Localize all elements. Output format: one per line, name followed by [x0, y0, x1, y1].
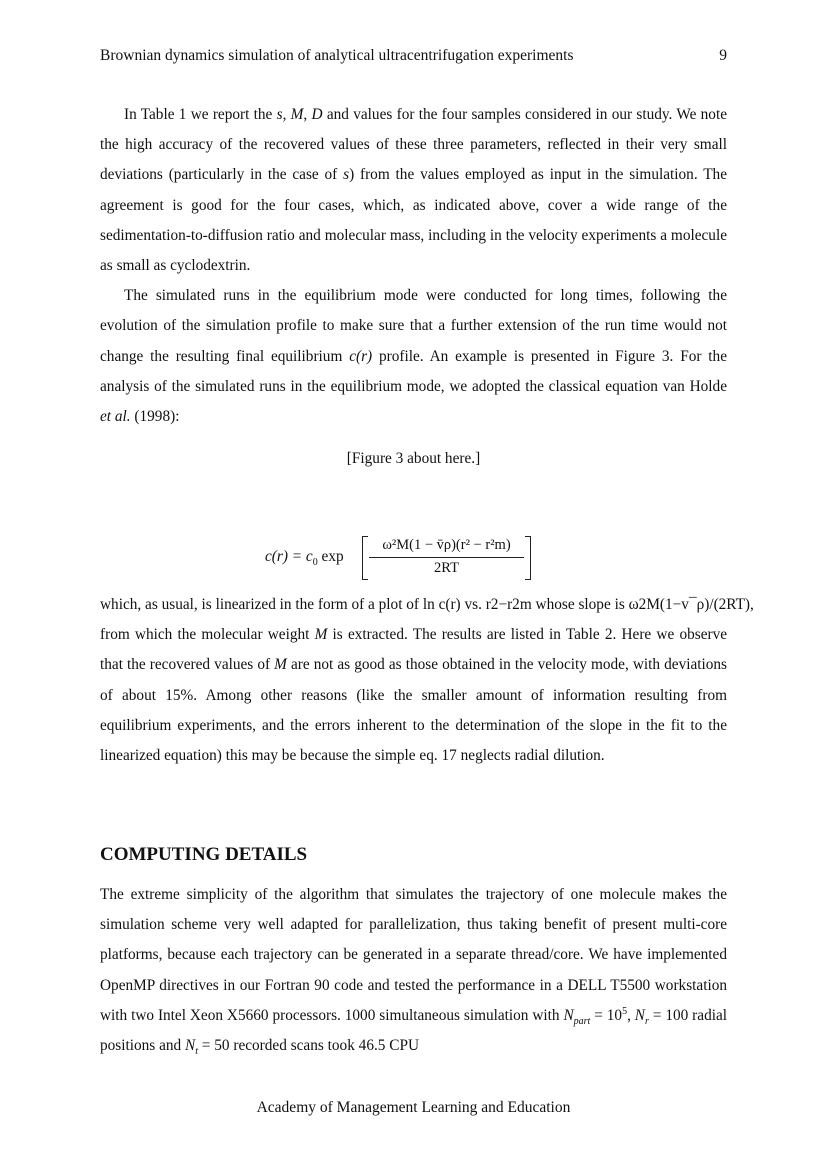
symbol-N: N	[184, 1037, 196, 1055]
paragraph-2	[100, 281, 727, 432]
symbol-N: N	[563, 1006, 574, 1024]
equation-numerator: ω²M(1 − v̄ρ)(r² − r²m)	[382, 537, 511, 553]
symbol-cr: c(r)	[349, 347, 373, 365]
citation-etal: et al.	[100, 408, 131, 426]
text-run: and values for the four samples considered in our study. We note the high accuracy of the recovered values of these three parameters, reflected in their very small deviations (particularly in the case of	[100, 106, 727, 184]
text-run: ,	[303, 106, 312, 123]
subscript-part: part	[573, 1015, 591, 1027]
symbol-M: M	[290, 106, 304, 123]
figure-placeholder: [Figure 3 about here.]	[346, 450, 481, 467]
running-header	[100, 47, 727, 65]
body-text	[100, 100, 727, 432]
text-run: profile. An example is presented in Figure 3. For the analysis of the simulated runs in the equilibrium mode, we adopted the classical equation van Holde	[100, 347, 727, 395]
text-run: (1998):	[130, 408, 180, 426]
equation-denominator: 2RT	[434, 560, 459, 576]
text-run: The simulated runs in the equilibrium mode were conducted for long times, following the evolution of the simulation profile to make sure that a further extension of the run time would not change the resulting final equilibrium	[100, 287, 727, 365]
symbol-D: D	[311, 106, 323, 123]
text-run: The extreme simplicity of the algorithm that simulates the trajectory of one molecule makes the simulation scheme very well adapted for parallelization, thus taking benefit of present multi-core platforms, because each trajectory can be generated in a separate thread/core. We have implemented OpenMP directives in our Fortran 90 code and tested the performance in a DELL T5500 workstation with two Intel Xeon X5660 processors. 1000 simultaneous simulation with	[100, 886, 727, 1024]
text-run: from which the molecular weight	[100, 626, 315, 644]
text-run: In Table 1 we report the	[124, 106, 277, 123]
header-title: Brownian dynamics simulation of analytical ultracentrifugation experiments	[100, 47, 574, 64]
paragraph-3-rest	[100, 620, 727, 771]
symbol-M: M	[314, 626, 328, 644]
paragraph-3	[100, 590, 754, 771]
equation-lhs-text: c(r) = c	[265, 548, 313, 565]
equation-exp: exp	[317, 548, 344, 565]
running-footer: Academy of Management Learning and Education	[256, 1099, 571, 1116]
text-run: is extracted. The results are listed in Table 2. Here we observe that the recovered values of	[100, 626, 728, 674]
subscript-t: t	[195, 1046, 198, 1058]
text-run: = 50 recorded scans took 46.5 CPU	[197, 1037, 420, 1055]
symbol-s: s	[343, 166, 350, 184]
page-number: 9	[719, 47, 727, 64]
computing-details-text	[100, 880, 727, 1061]
symbol-N: N	[634, 1006, 645, 1024]
paragraph-3-first-line: which, as usual, is linearized in the form of a plot of ln c(r) vs. r2−r2m whose slope is ω2M(1−v¯ρ)/(2RT),	[100, 596, 754, 613]
subscript-r: r	[645, 1015, 649, 1027]
text-run: ,	[282, 106, 291, 123]
section-paragraph	[100, 880, 727, 1061]
paragraph-1	[100, 100, 727, 281]
text-run: are not as good as those obtained in the velocity mode, with deviations of about 15%. Among other reasons (like the smaller amount of information resulting from equilibrium experiments, and the errors inherent to the determination of the slope in the fit to the linearized equation) this may be because the simple eq. 17 neglects radial dilution.	[100, 656, 728, 765]
section-heading: COMPUTING DETAILS	[100, 844, 308, 865]
superscript-5: 5	[622, 1005, 628, 1017]
text-run: = 100 radial positions and	[100, 1006, 728, 1055]
equation-bracket	[362, 536, 531, 580]
text-run: ,	[627, 1006, 635, 1024]
equation-sub: 0	[312, 557, 318, 569]
symbol-M: M	[274, 656, 287, 674]
fraction-rule	[369, 557, 524, 558]
symbol-s: s	[276, 106, 283, 123]
equation-lhs	[265, 548, 344, 569]
text-run: ) from the values employed as input in the simulation. The agreement is good for the four cases, which, as indicated above, cover a wide range of the sedimentation-to-diffusion ratio and molecular mass, including in the velocity experiments a molecule as small as cyclodextrin.	[100, 166, 727, 275]
text-run: = 10	[590, 1006, 623, 1024]
